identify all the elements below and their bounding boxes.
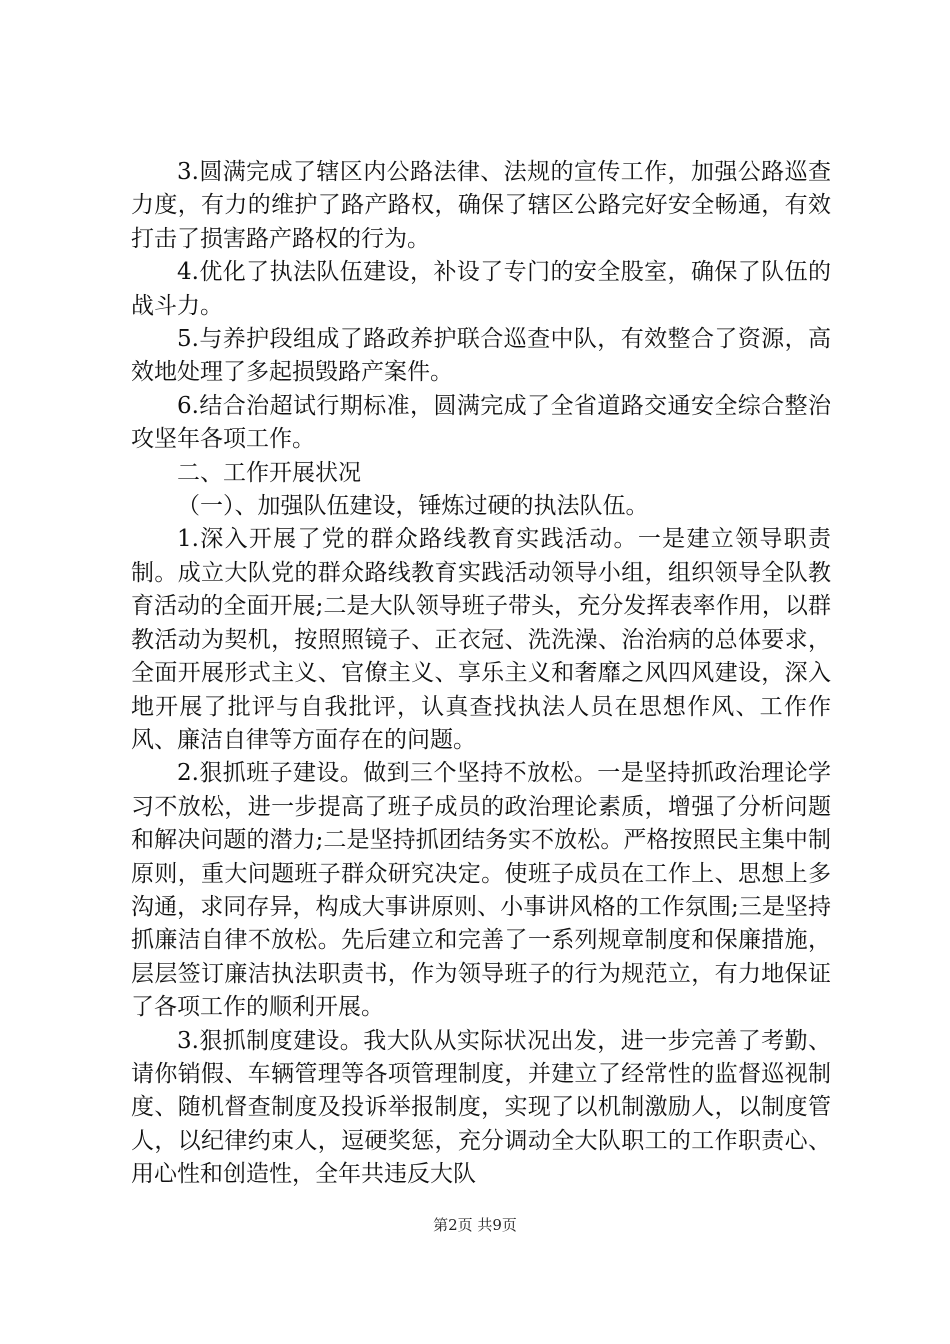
paragraph-item-6: 6.结合治超试行期标准，圆满完成了全省道路交通安全综合整治攻坚年各项工作。 [131, 392, 831, 453]
paragraph-team-building: 2.狠抓班子建设。做到三个坚持不放松。一是坚持抓政治理论学习不放松，进一步提高了班子成员的政治理论素质，增强了分析问题和解决问题的潜力;二是坚持抓团结务实不放松。严格按照民主集中制原则，重大问题班子群众研究决定。使班子成员在工作上、思想上多沟通，求同存异，构成大事讲原则、小事讲风格的工作氛围;三是坚持抓廉洁自律不放松。先后建立和完善了一系列规章制度和保廉措施，层层签订廉洁执法职责书，作为领导班子的行为规范立，有力地保证了各项工作的顺利开展。 [131, 760, 831, 1021]
subsection-heading: （一）、加强队伍建设，锤炼过硬的执法队伍。 [177, 493, 649, 520]
page-number-footer: 第2页 共9页 [433, 1216, 517, 1234]
paragraph-party-education: 1.深入开展了党的群众路线教育实践活动。一是建立领导职责制。成立大队党的群众路线教育实践活动领导小组，组织领导全队教育活动的全面开展;二是大队领导班子带头，充分发挥表率作用，以群教活动为契机，按照照镜子、正衣冠、洗洗澡、治治病的总体要求，全面开展形式主义、官僚主义、享乐主义和奢靡之风四风建设，深入地开展了批评与自我批评，认真查找执法人员在思想作风、工作作风、廉洁自律等方面存在的问题。 [131, 526, 831, 753]
paragraph-item-5: 5.与养护段组成了路政养护联合巡查中队，有效整合了资源，高效地处理了多起损毁路产案件。 [131, 326, 831, 386]
paragraph-item-4: 4.优化了执法队伍建设，补设了专门的安全股室，确保了队伍的战斗力。 [131, 259, 831, 319]
document-body [131, 156, 831, 1192]
paragraph-item-3: 3.圆满完成了辖区内公路法律、法规的宣传工作，加强公路巡查力度，有力的维护了路产路权，确保了辖区公路完好安全畅通，有效打击了损害路产路权的行为。 [131, 159, 831, 252]
section-heading: 二、工作开展状况 [177, 459, 361, 486]
paragraph-system-building: 3.狠抓制度建设。我大队从实际状况出发，进一步完善了考勤、请你销假、车辆管理等各项管理制度，并建立了经常性的监督巡视制度、随机督查制度及投诉举报制度，实现了以机制激励人，以制度管人，以纪律约束人，逗硬奖惩，充分调动全大队职工的工作职责心、用心性和创造性，全年共违反大队 [131, 1027, 831, 1188]
